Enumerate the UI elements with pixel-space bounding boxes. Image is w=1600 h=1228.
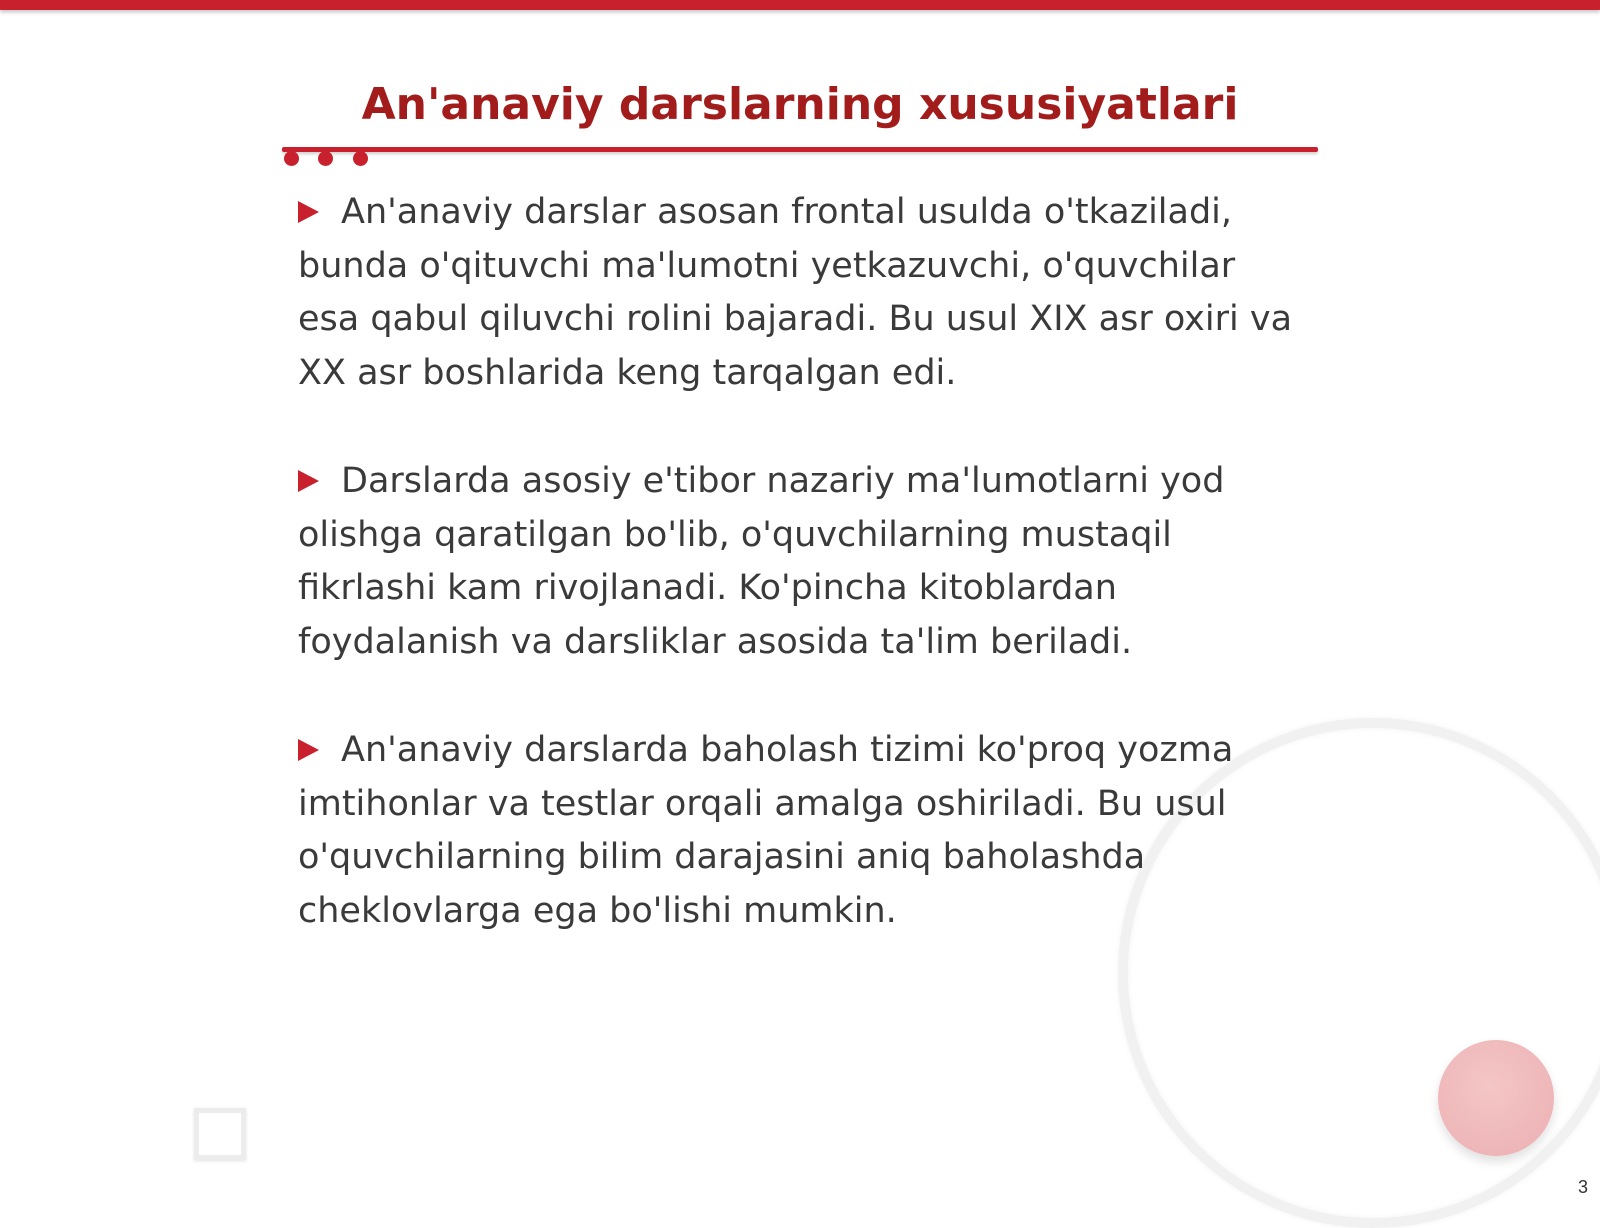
bullet-item (298, 455, 1298, 669)
decorative-square (194, 1108, 246, 1160)
slide-title: An'anaviy darslarning xususiyatlari (361, 79, 1239, 130)
bullet-item (298, 724, 1298, 938)
triangle-right-icon (298, 739, 319, 761)
underline-dot (353, 151, 368, 166)
bullet-text: An'anaviy darslar asosan frontal usulda o'tkaziladi, bunda o'qituvchi ma'lumotni yetkazuvchi, o'quvchilar esa qabul qiluvchi rolini bajaradi. Bu usul XIX asr oxiri va XX asr boshlarida keng tarqalgan edi. (298, 192, 1293, 393)
title-underline (282, 147, 1318, 152)
top-accent-bar (0, 0, 1600, 10)
underline-dot (284, 151, 299, 166)
bullet-list (298, 186, 1298, 993)
bullet-text: Darslarda asosiy e'tibor nazariy ma'lumotlarni yod olishga qaratilgan bo'lib, o'quvchilarning mustaqil fikrlashi kam rivojlanadi. Ko'pincha kitoblardan foydalanish va darsliklar asosida ta'lim beriladi. (298, 461, 1225, 662)
underline-dot (318, 151, 333, 166)
triangle-right-icon (298, 201, 319, 223)
decorative-pink-circle (1438, 1040, 1554, 1156)
page-number: 3 (1577, 1177, 1588, 1197)
bullet-item (298, 186, 1298, 400)
bullet-text: An'anaviy darslarda baholash tizimi ko'proq yozma imtihonlar va testlar orqali amalga oshiriladi. Bu usul o'quvchilarning bilim darajasini aniq baholashda cheklovlarga ega bo'lishi mumkin. (298, 730, 1234, 931)
triangle-right-icon (298, 470, 319, 492)
